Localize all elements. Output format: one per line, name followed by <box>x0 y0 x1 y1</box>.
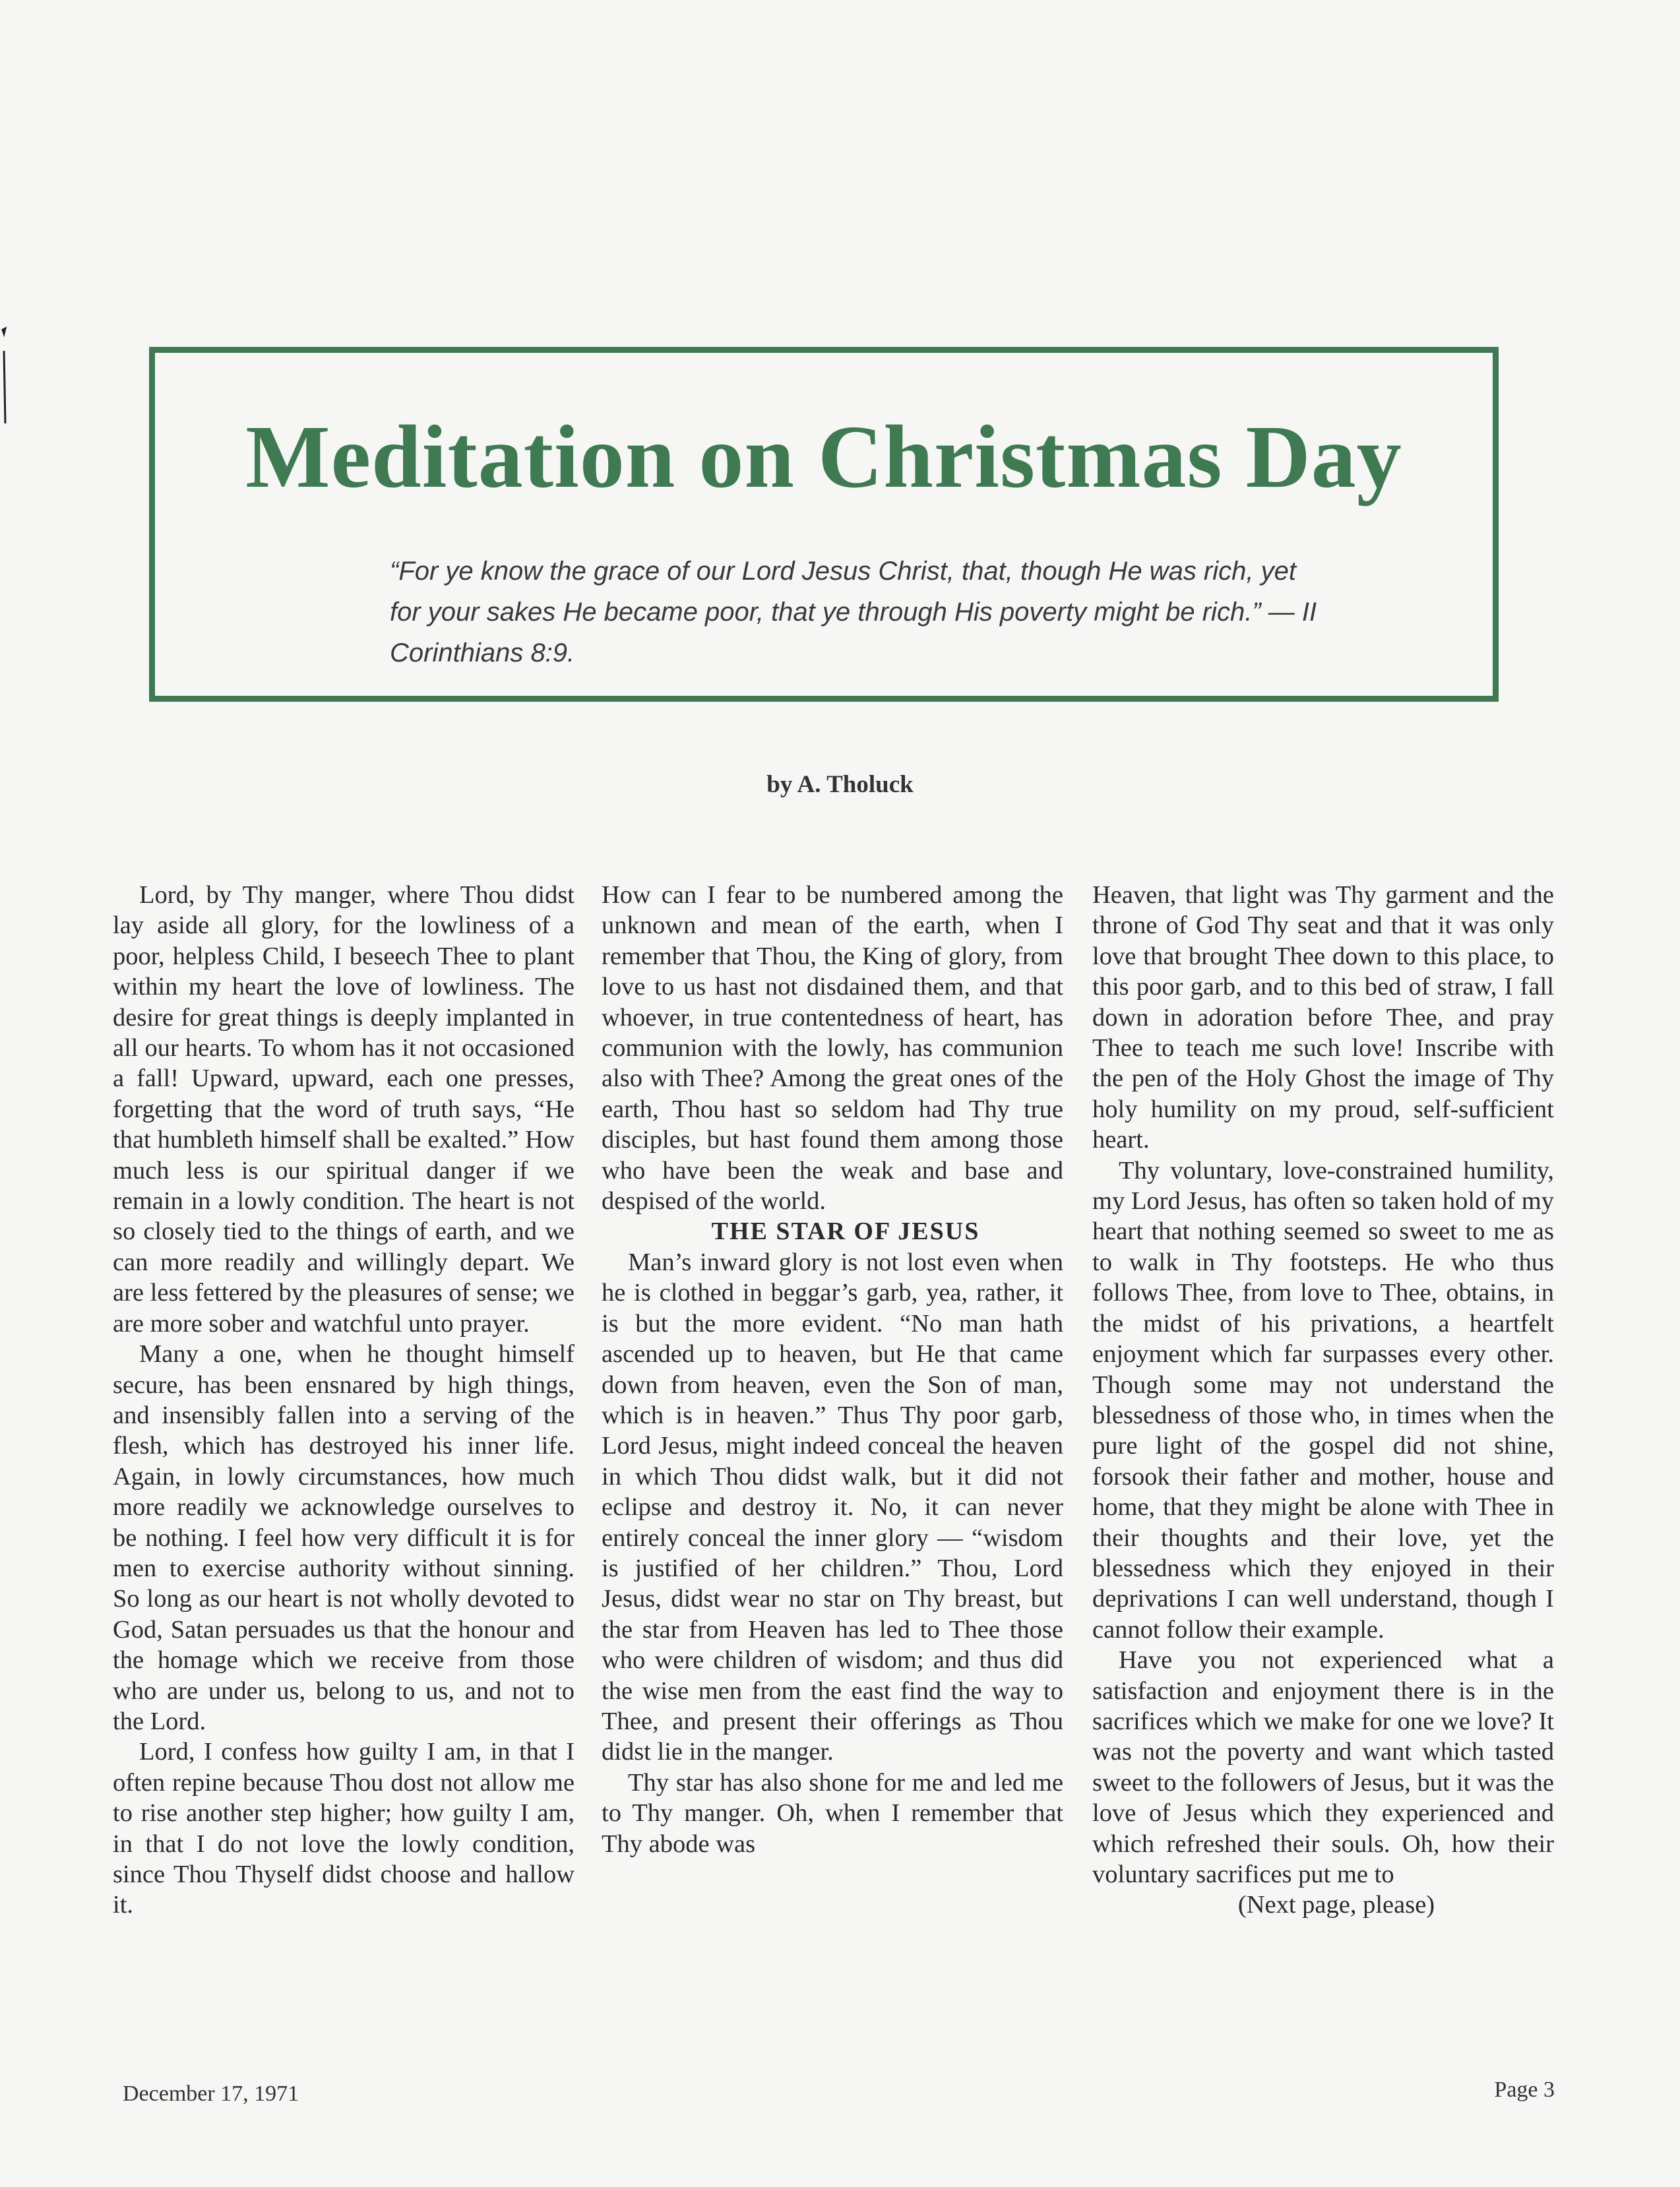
paragraph: Thy star has also shone for me and led me to Thy manger. Oh, when I remember that Thy abode was <box>602 1768 1063 1858</box>
paragraph: Heaven, that light was Thy garment and the throne of God Thy seat and that it was only love that brought Thee down to this place, to this poor garb, and to this bed of straw, I fall down in adoration before Thee, and pray Thee to teach me such love! Inscribe with the pen of the Holy Ghost the image of Thy holy humility on my proud, self-sufficient heart. <box>1092 881 1554 1154</box>
column-2 <box>602 880 1063 1859</box>
byline: by A. Tholuck <box>766 771 914 798</box>
epigraph-quote: “For ye know the grace of our Lord Jesus Christ, that, though He was rich, yet for your sakes He became poor, that ye through His poverty might be rich.” — II Corinthians 8:9. <box>390 557 1317 667</box>
paragraph: Have you not experienced what a satisfaction and enjoyment there is in the sacrifices which we make for one we love? It was not the poverty and want which tasted sweet to the followers of Jesus, but it was the love of Jesus which they experienced and which refreshed their souls. Oh, how their voluntary sacrifices put me to <box>1092 1646 1554 1888</box>
paragraph: How can I fear to be numbered among the unknown and mean of the earth, when I remember that Thou, the King of glory, from love to us hast not disdained them, and that whoever, in true contentedness of heart, has communion with the lowly, has communion also with Thee? Among the great ones of the earth, Thou hast so seldom had Thy true disciples, but hast found them among those who have been the weak and base and despised of the world. <box>602 881 1063 1216</box>
section-heading: THE STAR OF JESUS <box>711 1217 980 1246</box>
paragraph: Man’s inward glory is not lost even when he is clothed in beggar’s garb, yea, rather, it is but the more evident. “No man hath ascended up to heaven, but He that came down from heaven, even the Son of man, which is in heaven.” Thus Thy poor garb, Lord Jesus, might indeed conceal the heaven in which Thou didst walk, but it did not eclipse and destroy it. No, it can never entirely conceal the inner glory — “wisdom is justified of her children.” Thou, Lord Jesus, didst wear no star on Thy breast, but the star from Heaven has led to Thee those who were children of wisdom; and thus did the wise men from the east find the way to Thee, and present their offerings as Thou didst lie in the manger. <box>602 1248 1063 1766</box>
paragraph: Many a one, when he thought himself secure, has been ensnared by high things, and insensibly fallen into a serving of the flesh, which has destroyed his inner life. Again, in lowly circumstances, how much more readily we acknowledge ourselves to be nothing. I feel how very difficult it is for men to exercise authority without sinning. So long as our heart is not wholly devoted to God, Satan persuades us that the honour and the homage which we receive from those who are under us, belong to us, and not to the Lord. <box>113 1340 575 1735</box>
paragraph: Thy voluntary, love-constrained humility, my Lord Jesus, has often so taken hold of my heart that nothing seemed so sweet to me as to walk in Thy footsteps. He who thus follows Thee, from love to Thee, obtains, in the midst of his privations, a heartfelt enjoyment which far surpasses every other. Though some may not understand the blessedness of those who, in times when the pure light of the gospel did not shine, forsook their father and mother, house and home, that they might be alone with Thee in their thoughts and their love, yet the blessedness which they enjoyed in their deprivations I can well understand, though I cannot follow their example. <box>1092 1156 1554 1644</box>
page-number: Page 3 <box>1494 2078 1555 2102</box>
scan-edge-mark <box>0 324 8 423</box>
footer-date: December 17, 1971 <box>123 2081 299 2106</box>
column-3 <box>1092 880 1554 1921</box>
title-box <box>149 347 1499 702</box>
article-title: Meditation on Christmas Day <box>245 408 1402 507</box>
column-1 <box>113 880 575 1921</box>
paragraph: Lord, by Thy manger, where Thou didst lay aside all glory, for the lowliness of a poor, helpless Child, I beseech Thee to plant within my heart the love of lowliness. The desire for great things is deeply implanted in all our hearts. To whom has it not occasioned a fall! Upward, upward, each one presses, forgetting that the word of truth says, “He that humbleth himself shall be exalted.” How much less is our spiritual danger if we remain in a lowly condition. The heart is not so closely tied to the things of earth, and we can more readily and willingly depart. We are less fettered by the pleasures of sense; we are more sober and watchful unto prayer. <box>113 881 575 1338</box>
continuation-note: (Next page, please) <box>1237 1891 1435 1919</box>
paragraph: Lord, I confess how guilty I am, in that I often repine because Thou dost not allow me to rise another step higher; how guilty I am, in that I do not love the lowly condition, since Thou Thyself didst choose and hallow it. <box>113 1738 575 1919</box>
